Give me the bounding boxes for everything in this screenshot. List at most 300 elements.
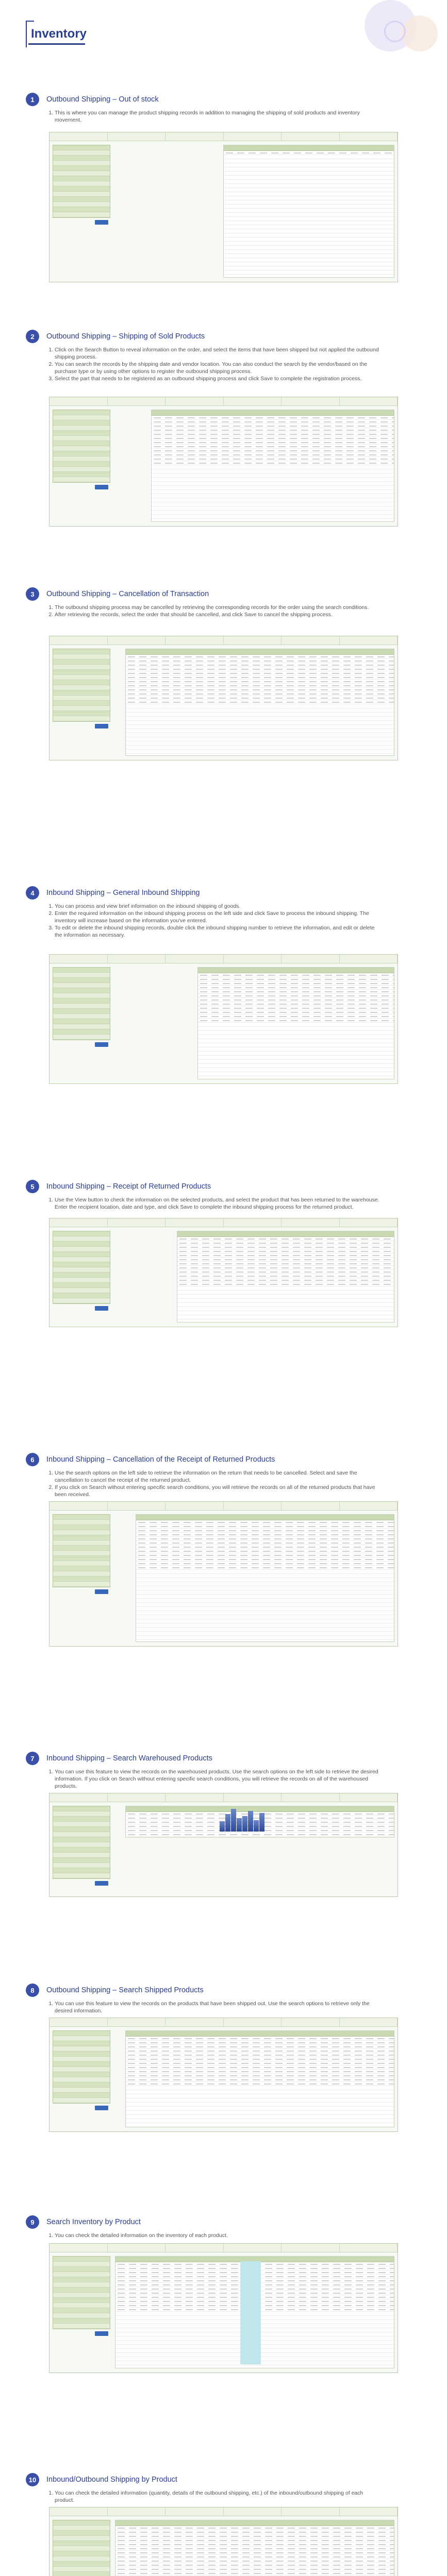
table-row[interactable]: [224, 217, 394, 221]
table-row[interactable]: [224, 225, 394, 229]
table-row[interactable]: [152, 490, 394, 494]
search-field-row[interactable]: [53, 1868, 110, 1873]
search-field-row[interactable]: [53, 415, 110, 420]
table-row[interactable]: [198, 977, 394, 981]
table-row[interactable]: [198, 1027, 394, 1031]
table-row[interactable]: [224, 242, 394, 246]
table-row[interactable]: [198, 1047, 394, 1052]
search-field-row[interactable]: [53, 706, 110, 711]
table-row[interactable]: [177, 1282, 394, 1286]
search-field-row[interactable]: [53, 1525, 110, 1530]
search-field-row[interactable]: [53, 2067, 110, 2072]
table-row[interactable]: [136, 1545, 394, 1549]
table-row[interactable]: [136, 1520, 394, 1524]
table-row[interactable]: [177, 1307, 394, 1311]
table-row[interactable]: [126, 737, 394, 741]
search-field-row[interactable]: [53, 2267, 110, 2272]
table-row[interactable]: [198, 1052, 394, 1056]
table-row[interactable]: [177, 1258, 394, 1262]
table-row[interactable]: [152, 428, 394, 432]
table-row[interactable]: [152, 457, 394, 461]
table-row[interactable]: [136, 1553, 394, 1557]
table-row[interactable]: [126, 684, 394, 688]
search-field-row[interactable]: [53, 1530, 110, 1535]
search-field-row[interactable]: [53, 690, 110, 696]
table-row[interactable]: [126, 2053, 394, 2057]
search-field-row[interactable]: [53, 1837, 110, 1842]
table-row[interactable]: [126, 2094, 394, 2098]
search-field-row[interactable]: [53, 2057, 110, 2062]
search-field-row[interactable]: [53, 1556, 110, 1561]
search-field-row[interactable]: [53, 431, 110, 436]
search-field-row[interactable]: [53, 187, 110, 192]
search-field-row[interactable]: [53, 1283, 110, 1288]
search-field-row[interactable]: [53, 998, 110, 1004]
table-row[interactable]: [115, 2543, 394, 2547]
search-field-row[interactable]: [53, 1288, 110, 1293]
search-field-row[interactable]: [53, 711, 110, 716]
table-row[interactable]: [198, 973, 394, 977]
table-row[interactable]: [126, 2111, 394, 2115]
table-row[interactable]: [136, 1557, 394, 1562]
search-field-row[interactable]: [53, 2303, 110, 2308]
table-row[interactable]: [126, 725, 394, 729]
table-row[interactable]: [136, 1562, 394, 1566]
table-row[interactable]: [126, 2049, 394, 2053]
table-row[interactable]: [198, 1064, 394, 1068]
table-row[interactable]: [224, 167, 394, 172]
table-row[interactable]: [177, 1270, 394, 1274]
table-row[interactable]: [224, 151, 394, 155]
search-field-row[interactable]: [53, 2062, 110, 2067]
table-row[interactable]: [224, 188, 394, 192]
table-row[interactable]: [136, 1574, 394, 1578]
table-row[interactable]: [136, 1570, 394, 1574]
search-field-row[interactable]: [53, 1024, 110, 1029]
table-row[interactable]: [177, 1245, 394, 1249]
table-row[interactable]: [198, 1006, 394, 1010]
table-row[interactable]: [115, 2571, 394, 2575]
search-field-row[interactable]: [53, 2077, 110, 2082]
search-field-row[interactable]: [53, 670, 110, 675]
table-row[interactable]: [177, 1303, 394, 1307]
search-field-row[interactable]: [53, 176, 110, 181]
table-row[interactable]: [177, 1286, 394, 1291]
table-row[interactable]: [126, 680, 394, 684]
search-field-row[interactable]: [53, 420, 110, 426]
table-row[interactable]: [126, 2107, 394, 2111]
search-field-row[interactable]: [53, 680, 110, 685]
search-field-row[interactable]: [53, 2287, 110, 2293]
table-row[interactable]: [224, 270, 394, 275]
table-row[interactable]: [126, 721, 394, 725]
table-row[interactable]: [126, 708, 394, 713]
search-field-row[interactable]: [53, 2324, 110, 2329]
search-field-row[interactable]: [53, 441, 110, 446]
search-field-row[interactable]: [53, 1515, 110, 1520]
table-row[interactable]: [136, 1595, 394, 1599]
table-row[interactable]: [177, 1278, 394, 1282]
search-field-row[interactable]: [53, 2567, 110, 2572]
table-row[interactable]: [115, 2530, 394, 2534]
table-row[interactable]: [224, 266, 394, 270]
search-field-row[interactable]: [53, 2282, 110, 2287]
table-row[interactable]: [126, 733, 394, 737]
search-button[interactable]: [95, 1589, 108, 1594]
table-row[interactable]: [136, 1566, 394, 1570]
search-button[interactable]: [95, 220, 108, 225]
table-row[interactable]: [126, 750, 394, 754]
search-field-row[interactable]: [53, 993, 110, 998]
search-field-row[interactable]: [53, 649, 110, 654]
table-row[interactable]: [152, 465, 394, 469]
search-field-row[interactable]: [53, 2572, 110, 2576]
table-row[interactable]: [126, 717, 394, 721]
search-field-row[interactable]: [53, 2562, 110, 2567]
search-field-row[interactable]: [53, 2541, 110, 2546]
search-field-row[interactable]: [53, 1853, 110, 1858]
search-field-row[interactable]: [53, 1858, 110, 1863]
search-button[interactable]: [95, 1881, 108, 1886]
search-field-row[interactable]: [53, 1827, 110, 1832]
table-row[interactable]: [126, 2078, 394, 2082]
table-row[interactable]: [177, 1262, 394, 1266]
table-row[interactable]: [115, 2547, 394, 2551]
search-field-row[interactable]: [53, 161, 110, 166]
table-row[interactable]: [136, 1619, 394, 1623]
search-field-row[interactable]: [53, 1236, 110, 1242]
table-row[interactable]: [126, 1833, 394, 1837]
search-field-row[interactable]: [53, 973, 110, 978]
search-field-row[interactable]: [53, 2036, 110, 2041]
table-row[interactable]: [198, 1068, 394, 1072]
table-row[interactable]: [198, 986, 394, 990]
search-field-row[interactable]: [53, 2272, 110, 2277]
search-field-row[interactable]: [53, 1582, 110, 1587]
table-row[interactable]: [126, 659, 394, 663]
search-field-row[interactable]: [53, 410, 110, 415]
table-row[interactable]: [136, 1578, 394, 1582]
table-row[interactable]: [152, 478, 394, 482]
search-field-row[interactable]: [53, 451, 110, 456]
table-row[interactable]: [136, 1603, 394, 1607]
table-row[interactable]: [152, 424, 394, 428]
search-field-row[interactable]: [53, 2308, 110, 2313]
table-row[interactable]: [198, 1056, 394, 1060]
table-row[interactable]: [224, 246, 394, 250]
search-button[interactable]: [95, 724, 108, 728]
table-row[interactable]: [224, 221, 394, 225]
table-row[interactable]: [115, 2534, 394, 2538]
search-field-row[interactable]: [53, 1298, 110, 1303]
table-row[interactable]: [152, 440, 394, 445]
search-field-row[interactable]: [53, 426, 110, 431]
table-row[interactable]: [198, 1014, 394, 1019]
table-row[interactable]: [177, 1266, 394, 1270]
search-field-row[interactable]: [53, 1257, 110, 1262]
search-field-row[interactable]: [53, 2520, 110, 2526]
search-field-row[interactable]: [53, 2072, 110, 2077]
search-field-row[interactable]: [53, 685, 110, 690]
table-row[interactable]: [136, 1537, 394, 1541]
table-row[interactable]: [126, 2103, 394, 2107]
table-row[interactable]: [136, 1590, 394, 1595]
search-button[interactable]: [95, 2106, 108, 2110]
table-row[interactable]: [198, 1039, 394, 1043]
search-field-row[interactable]: [53, 1273, 110, 1278]
table-row[interactable]: [152, 486, 394, 490]
search-field-row[interactable]: [53, 1019, 110, 1024]
table-row[interactable]: [115, 2538, 394, 2543]
table-row[interactable]: [115, 2567, 394, 2571]
search-field-row[interactable]: [53, 1561, 110, 1566]
table-row[interactable]: [152, 445, 394, 449]
table-row[interactable]: [177, 1274, 394, 1278]
search-field-row[interactable]: [53, 472, 110, 477]
search-field-row[interactable]: [53, 2257, 110, 2262]
table-row[interactable]: [198, 1023, 394, 1027]
search-field-row[interactable]: [53, 675, 110, 680]
table-row[interactable]: [136, 1582, 394, 1586]
search-field-row[interactable]: [53, 696, 110, 701]
table-row[interactable]: [136, 1524, 394, 1529]
search-field-row[interactable]: [53, 1252, 110, 1257]
search-field-row[interactable]: [53, 1577, 110, 1582]
search-field-row[interactable]: [53, 659, 110, 665]
table-row[interactable]: [224, 258, 394, 262]
table-row[interactable]: [177, 1253, 394, 1258]
table-row[interactable]: [136, 1611, 394, 1615]
search-field-row[interactable]: [53, 1817, 110, 1822]
search-field-row[interactable]: [53, 145, 110, 150]
search-field-row[interactable]: [53, 156, 110, 161]
search-field-row[interactable]: [53, 2536, 110, 2541]
search-field-row[interactable]: [53, 716, 110, 721]
table-row[interactable]: [152, 461, 394, 465]
search-field-row[interactable]: [53, 1863, 110, 1868]
table-row[interactable]: [126, 671, 394, 675]
search-field-row[interactable]: [53, 2031, 110, 2036]
search-field-row[interactable]: [53, 1262, 110, 1267]
search-field-row[interactable]: [53, 2526, 110, 2531]
table-row[interactable]: [198, 1002, 394, 1006]
table-row[interactable]: [152, 416, 394, 420]
search-field-row[interactable]: [53, 2046, 110, 2052]
search-field-row[interactable]: [53, 2551, 110, 2556]
table-row[interactable]: [126, 741, 394, 745]
search-field-row[interactable]: [53, 988, 110, 993]
table-row[interactable]: [152, 482, 394, 486]
search-field-row[interactable]: [53, 1035, 110, 1040]
table-row[interactable]: [198, 1019, 394, 1023]
search-field-row[interactable]: [53, 1520, 110, 1525]
search-field-row[interactable]: [53, 207, 110, 212]
table-row[interactable]: [224, 163, 394, 167]
search-field-row[interactable]: [53, 150, 110, 156]
table-row[interactable]: [198, 994, 394, 998]
search-field-row[interactable]: [53, 456, 110, 462]
table-row[interactable]: [177, 1299, 394, 1303]
table-row[interactable]: [152, 502, 394, 506]
table-row[interactable]: [224, 172, 394, 176]
table-row[interactable]: [136, 1529, 394, 1533]
table-row[interactable]: [177, 1315, 394, 1319]
table-row[interactable]: [198, 1043, 394, 1047]
table-row[interactable]: [224, 250, 394, 254]
table-row[interactable]: [126, 2119, 394, 2123]
table-row[interactable]: [126, 745, 394, 750]
search-field-row[interactable]: [53, 2277, 110, 2282]
search-field-row[interactable]: [53, 1242, 110, 1247]
search-field-row[interactable]: [53, 701, 110, 706]
search-field-row[interactable]: [53, 1571, 110, 1577]
search-field-row[interactable]: [53, 1540, 110, 1546]
search-field-row[interactable]: [53, 202, 110, 207]
search-field-row[interactable]: [53, 968, 110, 973]
table-row[interactable]: [136, 1541, 394, 1545]
table-row[interactable]: [224, 233, 394, 238]
table-row[interactable]: [126, 2090, 394, 2094]
search-field-row[interactable]: [53, 171, 110, 176]
table-row[interactable]: [126, 2045, 394, 2049]
search-field-row[interactable]: [53, 1546, 110, 1551]
search-field-row[interactable]: [53, 978, 110, 983]
table-row[interactable]: [152, 420, 394, 424]
search-field-row[interactable]: [53, 1009, 110, 1014]
search-field-row[interactable]: [53, 2546, 110, 2551]
table-row[interactable]: [152, 498, 394, 502]
table-row[interactable]: [177, 1249, 394, 1253]
table-row[interactable]: [152, 449, 394, 453]
table-row[interactable]: [126, 700, 394, 704]
table-row[interactable]: [224, 180, 394, 184]
table-row[interactable]: [136, 1533, 394, 1537]
search-field-row[interactable]: [53, 1832, 110, 1837]
table-row[interactable]: [126, 675, 394, 680]
search-field-row[interactable]: [53, 166, 110, 171]
table-row[interactable]: [115, 2526, 394, 2530]
search-field-row[interactable]: [53, 446, 110, 451]
search-field-row[interactable]: [53, 1551, 110, 1556]
table-row[interactable]: [224, 213, 394, 217]
search-field-row[interactable]: [53, 181, 110, 187]
table-row[interactable]: [177, 1291, 394, 1295]
table-row[interactable]: [198, 1031, 394, 1035]
table-row[interactable]: [115, 2559, 394, 2563]
search-field-row[interactable]: [53, 1806, 110, 1811]
table-row[interactable]: [126, 2065, 394, 2070]
table-row[interactable]: [224, 200, 394, 205]
search-field-row[interactable]: [53, 1004, 110, 1009]
table-row[interactable]: [126, 729, 394, 733]
table-row[interactable]: [126, 2037, 394, 2041]
table-row[interactable]: [126, 696, 394, 700]
search-field-row[interactable]: [53, 1535, 110, 1540]
search-field-row[interactable]: [53, 1811, 110, 1817]
table-row[interactable]: [224, 238, 394, 242]
table-row[interactable]: [115, 2563, 394, 2567]
search-field-row[interactable]: [53, 2082, 110, 2088]
search-button[interactable]: [95, 2331, 108, 2336]
search-field-row[interactable]: [53, 1267, 110, 1273]
table-row[interactable]: [136, 1586, 394, 1590]
search-field-row[interactable]: [53, 2093, 110, 2098]
table-row[interactable]: [126, 2041, 394, 2045]
table-row[interactable]: [152, 515, 394, 519]
search-field-row[interactable]: [53, 2313, 110, 2318]
search-button[interactable]: [95, 1042, 108, 1047]
table-row[interactable]: [126, 655, 394, 659]
table-row[interactable]: [152, 469, 394, 473]
table-row[interactable]: [152, 494, 394, 498]
search-field-row[interactable]: [53, 192, 110, 197]
table-row[interactable]: [224, 209, 394, 213]
table-row[interactable]: [224, 254, 394, 258]
table-row[interactable]: [115, 2551, 394, 2555]
table-row[interactable]: [136, 1599, 394, 1603]
table-row[interactable]: [198, 1035, 394, 1039]
table-row[interactable]: [224, 159, 394, 163]
search-field-row[interactable]: [53, 1293, 110, 1298]
search-field-row[interactable]: [53, 1278, 110, 1283]
search-field-row[interactable]: [53, 2531, 110, 2536]
search-field-row[interactable]: [53, 2298, 110, 2303]
search-field-row[interactable]: [53, 1822, 110, 1827]
table-row[interactable]: [224, 229, 394, 233]
search-field-row[interactable]: [53, 467, 110, 472]
search-button[interactable]: [95, 1306, 108, 1311]
search-field-row[interactable]: [53, 477, 110, 482]
table-row[interactable]: [198, 990, 394, 994]
search-field-row[interactable]: [53, 1029, 110, 1035]
search-field-row[interactable]: [53, 2318, 110, 2324]
table-row[interactable]: [152, 506, 394, 511]
search-field-row[interactable]: [53, 462, 110, 467]
table-row[interactable]: [136, 1615, 394, 1619]
table-row[interactable]: [126, 713, 394, 717]
table-row[interactable]: [126, 2098, 394, 2103]
table-row[interactable]: [198, 1010, 394, 1014]
table-row[interactable]: [126, 2070, 394, 2074]
search-field-row[interactable]: [53, 2262, 110, 2267]
table-row[interactable]: [198, 981, 394, 986]
table-row[interactable]: [224, 205, 394, 209]
table-row[interactable]: [136, 1636, 394, 1640]
table-row[interactable]: [224, 184, 394, 188]
search-field-row[interactable]: [53, 654, 110, 659]
table-row[interactable]: [115, 2555, 394, 2559]
table-row[interactable]: [136, 1623, 394, 1628]
table-row[interactable]: [126, 704, 394, 708]
table-row[interactable]: [177, 1237, 394, 1241]
search-field-row[interactable]: [53, 2293, 110, 2298]
table-row[interactable]: [126, 688, 394, 692]
table-row[interactable]: [224, 196, 394, 200]
search-field-row[interactable]: [53, 1842, 110, 1848]
table-row[interactable]: [152, 436, 394, 440]
search-field-row[interactable]: [53, 1873, 110, 1878]
table-row[interactable]: [224, 262, 394, 266]
search-field-row[interactable]: [53, 1247, 110, 1252]
search-button[interactable]: [95, 485, 108, 489]
table-row[interactable]: [198, 1072, 394, 1076]
table-row[interactable]: [126, 2061, 394, 2065]
table-row[interactable]: [126, 2082, 394, 2086]
table-row[interactable]: [126, 2057, 394, 2061]
table-row[interactable]: [198, 998, 394, 1002]
table-row[interactable]: [136, 1632, 394, 1636]
table-row[interactable]: [152, 453, 394, 457]
